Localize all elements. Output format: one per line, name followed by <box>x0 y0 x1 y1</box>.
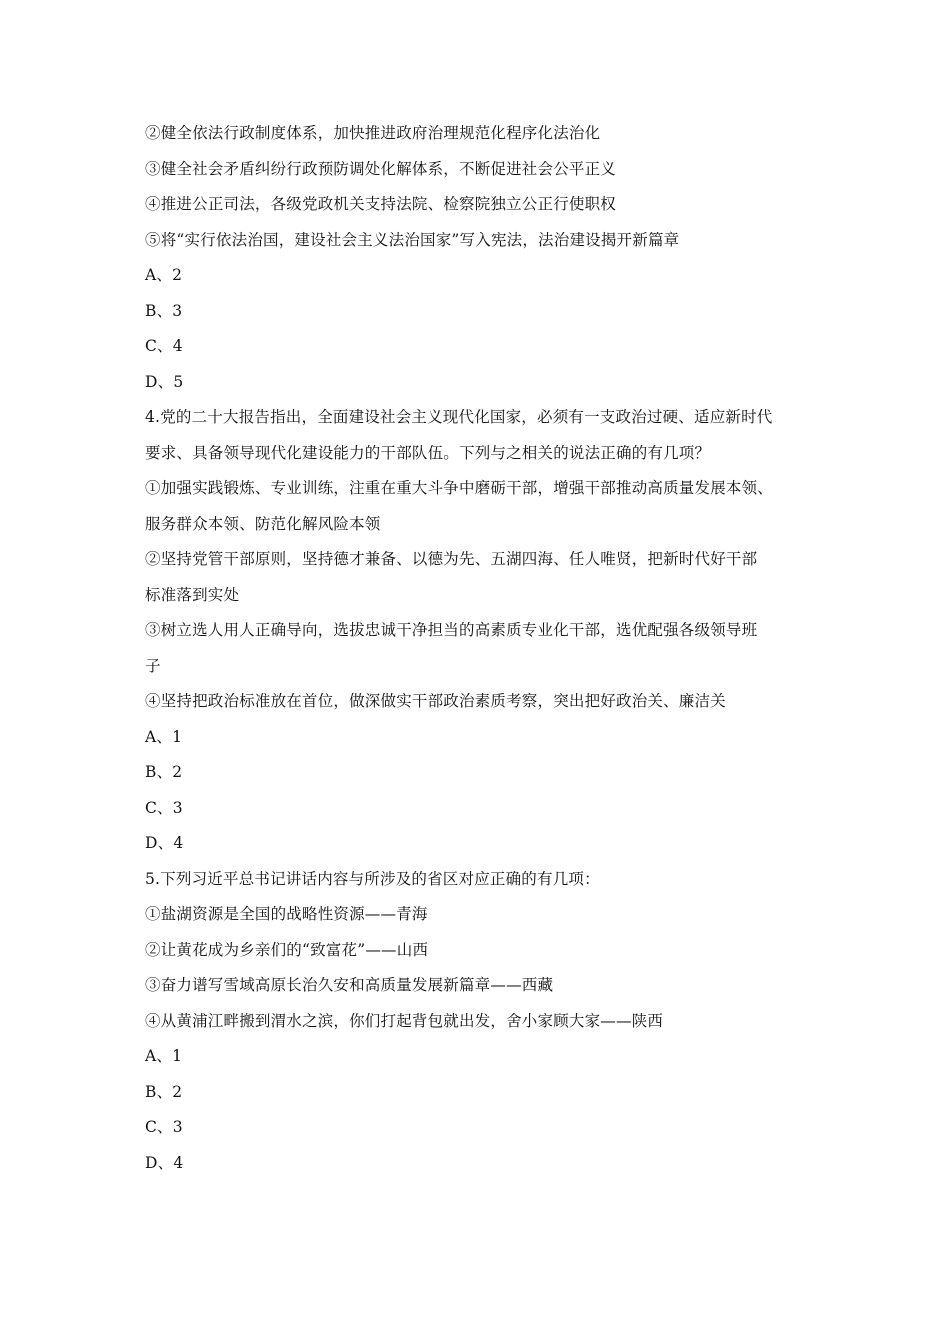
q5-stem: 5.下列习近平总书记讲话内容与所涉及的省区对应正确的有几项： <box>145 869 600 888</box>
q4-item-1-line-2: 服务群众本领、防范化解风险本领 <box>145 514 381 533</box>
q5-option-c: C、3 <box>145 1118 183 1136</box>
document-content <box>145 116 825 1181</box>
q5-option-a: A、1 <box>145 1047 183 1065</box>
q4-option-d: D、4 <box>145 834 184 852</box>
q4-item-1-line-1: ①加强实践锻炼、专业训练，注重在重大斗争中磨砺干部，增强干部推动高质量发展本领、 <box>145 479 774 497</box>
q3-item-5: ⑤将“实行依法治国，建设社会主义法治国家”写入宪法，法治建设揭开新篇章 <box>145 230 680 249</box>
q4-option-b: B、2 <box>145 763 183 781</box>
q4-option-a: A、1 <box>145 727 183 746</box>
q3-option-d: D、5 <box>145 372 184 391</box>
q5-item-3: ③奋力谱写雪域高原长治久安和高质量发展新篇章——西藏 <box>145 976 554 994</box>
q4-stem-line-2: 要求、具备领导现代化建设能力的干部队伍。下列与之相关的说法正确的有几项？ <box>145 443 711 462</box>
q4-item-2-line-1: ②坚持党管干部原则，坚持德才兼备、以德为先、五湖四海、任人唯贤，把新时代好干部 <box>145 550 758 568</box>
q4-item-3-line-1: ③树立选人用人正确导向，选拔忠诚干净担当的高素质专业化干部，选优配强各级领导班 <box>145 621 758 639</box>
q5-option-d: D、4 <box>145 1153 184 1172</box>
q3-item-3: ③健全社会矛盾纠纷行政预防调处化解体系，不断促进社会公平正义 <box>145 159 617 178</box>
q5-item-1: ①盐湖资源是全国的战略性资源——青海 <box>145 905 428 923</box>
q4-item-4: ④坚持把政治标准放在首位，做深做实干部政治素质考察，突出把好政治关、廉洁关 <box>145 692 726 710</box>
q4-item-3-line-2: 子 <box>145 656 161 675</box>
q3-option-a: A、2 <box>145 266 183 284</box>
q4-option-c: C、3 <box>145 798 183 817</box>
q4-item-2-line-2: 标准落到实处 <box>145 585 240 604</box>
q5-item-2: ②让黄花成为乡亲们的“致富花”——山西 <box>145 940 429 959</box>
q4-stem-line-1: 4.党的二十大报告指出，全面建设社会主义现代化国家，必须有一支政治过硬、适应新时代 <box>145 408 773 426</box>
q3-item-2: ②健全依法行政制度体系，加快推进政府治理规范化程序化法治化 <box>145 124 601 142</box>
q5-item-4: ④从黄浦江畔搬到渭水之滨，你们打起背包就出发，舍小家顾大家——陕西 <box>145 1011 664 1030</box>
q5-option-b: B、2 <box>145 1082 183 1101</box>
q3-option-b: B、3 <box>145 301 183 320</box>
q3-item-4: ④推进公正司法，各级党政机关支持法院、检察院独立公正行使职权 <box>145 195 617 213</box>
q3-option-c: C、4 <box>145 337 183 355</box>
